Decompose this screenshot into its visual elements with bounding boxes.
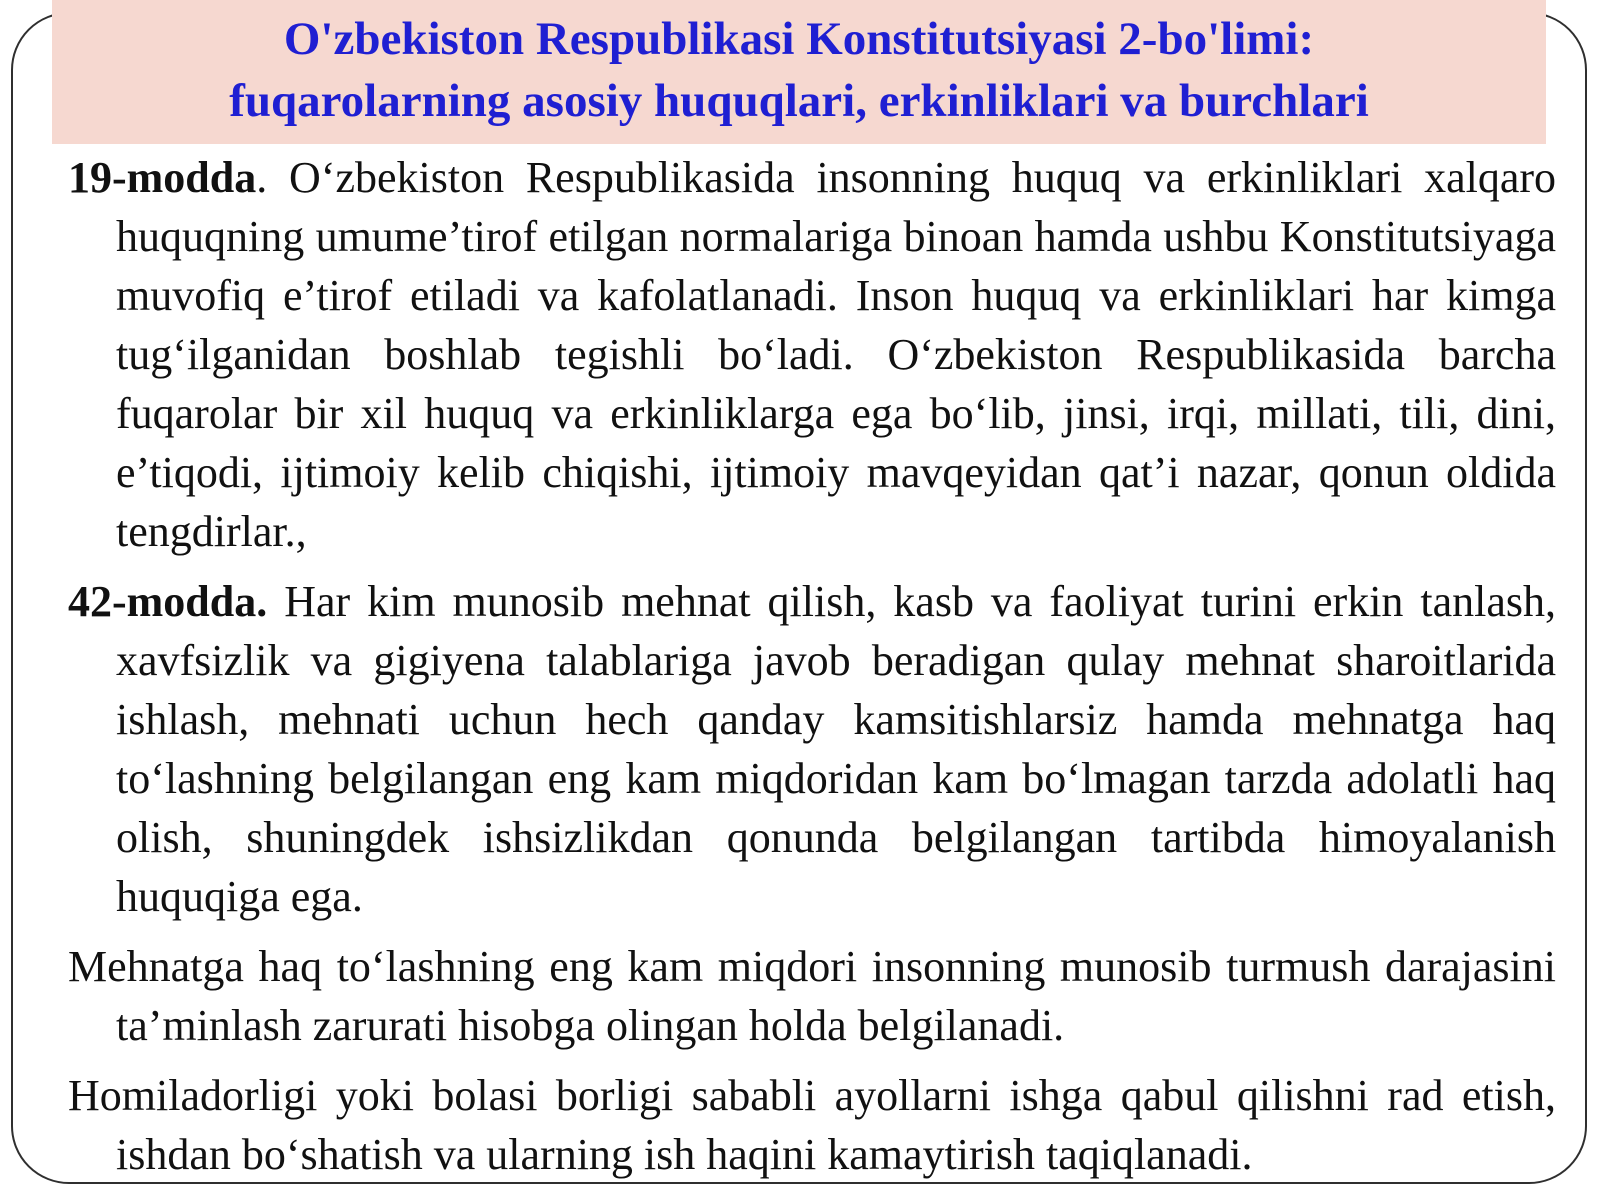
title-line-2: fuqarolarning asosiy huquqlari, erkinliklari va burchlari	[229, 75, 1369, 127]
article-42-paragraph	[68, 572, 1556, 926]
article-19-label: 19-modda	[68, 153, 257, 202]
article-19-text: O‘zbekiston Respublikasida insonning huquq va erkinliklari xalqaro huquqning umume’tirof etilgan normalariga binoan hamda ushbu Konstitutsiyaga muvofiq e’tirof etiladi va kafolatlanadi. Inson huquq va erkinliklari har kimga tug‘ilganidan boshlab tegishli bo‘ladi. O‘zbekiston Respublikasida barcha fuqarolar bir xil huquq va erkinliklarga ega bo‘lib, jinsi, irqi, millati, tili, dini, e’tiqodi, ijtimoiy kelib chiqishi, ijtimoiy mavqeyidan qat’i nazar, qonun oldida tengdirlar.,	[116, 153, 1557, 556]
title-banner	[52, 0, 1546, 144]
title-line-1: O'zbekiston Respublikasi Konstitutsiyasi 2-bo'limi:	[283, 13, 1315, 65]
article-42-separator	[267, 577, 284, 626]
document-body	[68, 148, 1556, 1184]
women-protection-paragraph: Homiladorligi yoki bolasi borligi sababli ayollarni ishga qabul qilishni rad etish, ishdan bo‘shatish va ularning ish haqini kamaytirish taqiqlanadi.	[68, 1071, 1556, 1179]
article-19-paragraph	[68, 148, 1556, 561]
article-42-label: 42-modda.	[68, 577, 268, 626]
article-42-text: Har kim munosib mehnat qilish, kasb va faoliyat turini erkin tanlash, xavfsizlik va gigiyena talablariga javob beradigan qulay mehnat sharoitlarida ishlash, mehnati uchun hech qanday kamsitishlarsiz hamda mehnatga haq to‘lashning belgilangan eng kam miqdoridan kam bo‘lmagan tarzda adolatli haq olish, shuningdek ishsizlikdan qonunda belgilangan tartibda himoyalanish huquqiga ega.	[116, 577, 1557, 921]
minimum-wage-paragraph: Mehnatga haq to‘lashning eng kam miqdori insonning munosib turmush darajasini ta’minlash zarurati hisobga olingan holda belgilanadi.	[68, 942, 1556, 1050]
article-19-separator: .	[256, 153, 290, 202]
